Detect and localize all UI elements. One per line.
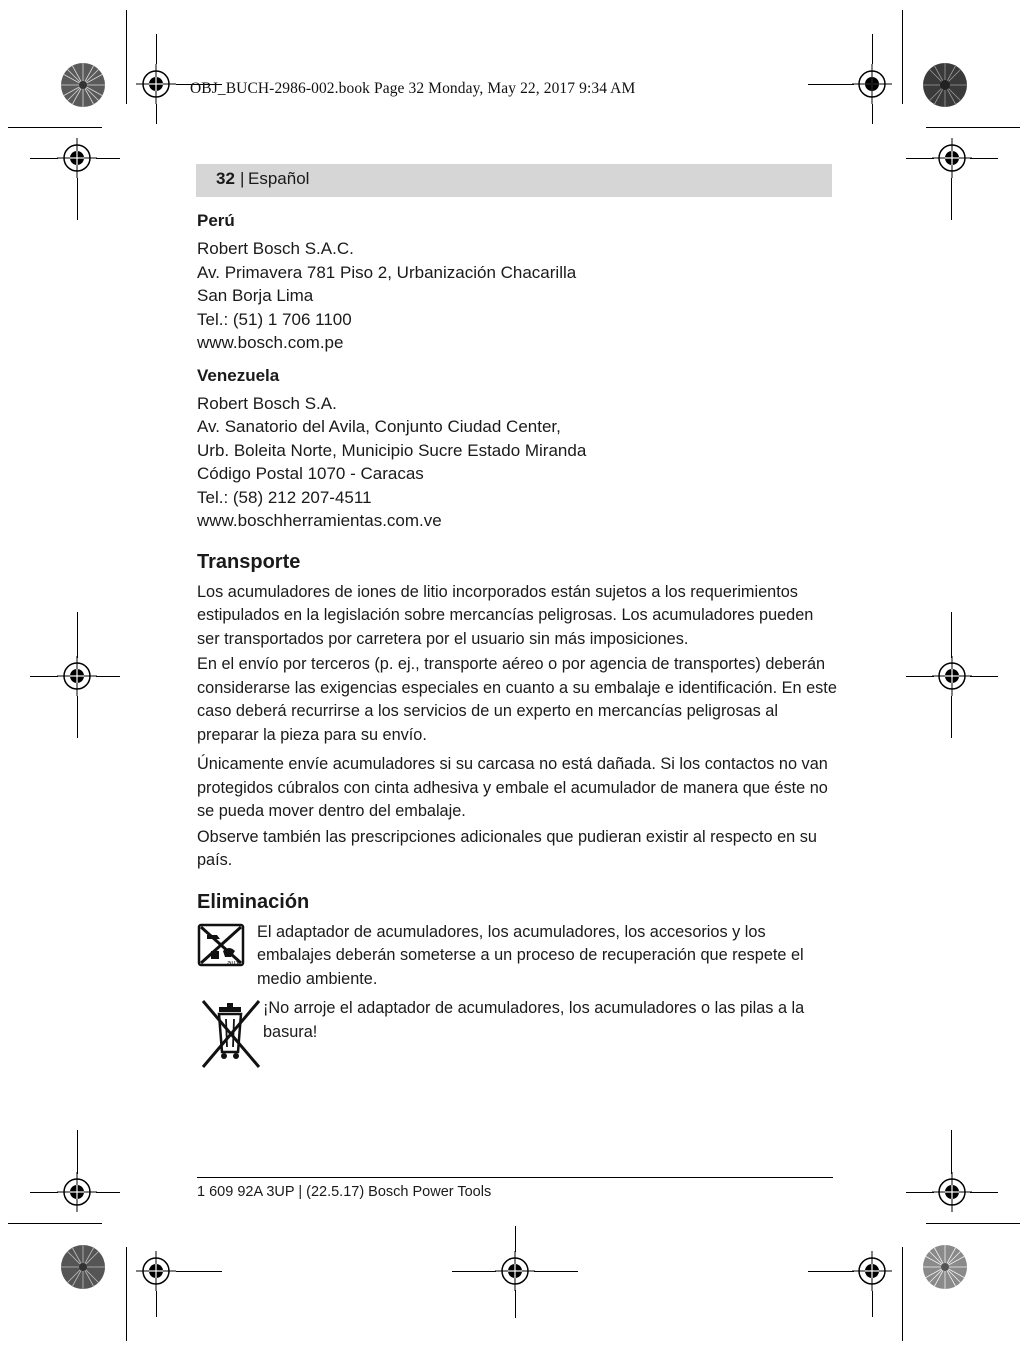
trim-line [951,1130,952,1174]
trim-line [515,1290,516,1318]
contact-block-peru [197,208,837,355]
address-line: Robert Bosch S.A. [197,393,337,413]
address [197,392,837,533]
trim-line [808,84,854,85]
print-job-line: OBJ_BUCH-2986-002.book Page 32 Monday, May 22, 2017 9:34 AM [190,80,636,97]
trim-line [77,1130,78,1174]
disposal-text: ¡No arroje el adaptador de acumuladores, los acumuladores o las pilas a la basura! [263,999,805,1041]
trim-line [926,1223,1020,1224]
trim-line [96,158,120,159]
country-heading: Perú [197,211,235,230]
density-rosette-icon [922,62,968,108]
registration-mark-icon [57,138,97,178]
trim-line [77,178,78,220]
trim-line [96,1192,120,1193]
disposal-item [197,921,837,992]
density-rosette-icon [60,1244,106,1290]
footer-rule [197,1177,833,1178]
trim-line [970,676,998,677]
trim-line [30,158,58,159]
address-line: Robert Bosch S.A.C. [197,239,354,258]
trim-line [126,1247,127,1341]
section-disposal [197,889,837,1075]
paragraph: Los acumuladores de iones de litio incorporados están sujetos a los requerimientos estipulados en la legislación sobre mercancías peligrosas. Los acumuladores pueden ser transportados por carretera por el usuario sin más imposiciones. [197,582,814,648]
trim-line [156,104,157,124]
svg-text:aux: aux [227,958,240,967]
trim-line [156,34,157,64]
paragraph: En el envío por terceros (p. ej., transporte aéreo o por agencia de transportes) deberán considerarse las exigencias especiales en cuanto a su embalaje e identificación. En este caso deberá recurrirse a los servicios de un experto en mercancías peligrosas al preparar la pieza para su envío. [197,655,837,744]
trim-line [126,10,127,104]
trim-line [452,1271,496,1272]
page-footer: 1 609 92A 3UP | (22.5.17) Bosch Power Tools [197,1184,492,1200]
address-line: www.bosch.com.pe [197,333,344,352]
address-line: Av. Primavera 781 Piso 2, Urbanización Chacarilla [197,262,577,282]
header-language: Español [248,169,310,188]
trim-line [902,1247,903,1341]
trim-line [951,696,952,738]
trim-line [96,676,120,677]
paragraph: Únicamente envíe acumuladores si su carcasa no está dañada. Si los contactos no van protegidos cúbralos con cinta adhesiva y embale el acumulador de manera que éste no se pueda mover dentro del embalaje. [197,755,828,820]
trim-line [872,104,873,124]
trim-line [8,1223,102,1224]
trim-line [30,1192,58,1193]
address-line: San Borja Lima [197,286,314,305]
trim-line [906,158,934,159]
section-title: Transporte [197,550,301,573]
registration-mark-icon [852,64,892,104]
registration-mark-icon [852,1251,892,1291]
address-line: www.boschherramientas.com.ve [197,511,442,530]
crossed-bin-icon [197,997,263,1074]
registration-mark-icon [57,1172,97,1212]
trim-line [176,1271,222,1272]
registration-mark-icon [932,656,972,696]
registration-mark-icon [932,138,972,178]
address-line: Urb. Boleita Norte, Municipio Sucre Estado Miranda [197,440,587,460]
trim-line [534,1271,578,1272]
header-separator: | [240,169,245,188]
registration-mark-icon [136,1251,176,1291]
trim-line [77,612,78,658]
contact-block-venezuela [197,363,837,533]
trim-line [970,158,998,159]
trim-line [77,696,78,738]
trim-line [872,1291,873,1317]
address-line: Av. Sanatorio del Avila, Conjunto Ciudad Center, [197,417,561,436]
trim-line [515,1226,516,1252]
page-content [197,208,837,1074]
registration-mark-icon [136,64,176,104]
disposal-text: El adaptador de acumuladores, los acumuladores, los accesorios y los embalajes deberán someterse a un proceso de recuperación que respete el medio ambiente. [257,922,804,988]
registration-mark-icon [932,1172,972,1212]
registration-mark-icon [57,656,97,696]
trim-line [808,1271,854,1272]
density-rosette-icon [922,1244,968,1290]
density-rosette-icon [60,62,106,108]
address [197,237,837,355]
registration-mark-icon [495,1251,535,1291]
address-line: Tel.: (58) 212 207-4511 [197,487,372,507]
section-transport [197,549,837,873]
trim-line [902,10,903,104]
page-number: 32 [216,169,235,188]
trim-line [906,1192,934,1193]
trim-line [951,178,952,220]
paragraph: Observe también las prescripciones adicionales que pudieran existir al respecto en su país. [197,827,817,869]
trim-line [906,676,934,677]
trim-line [156,1291,157,1317]
trim-line [970,1192,998,1193]
trim-line [951,612,952,658]
trim-line [8,127,102,128]
trim-line [30,676,58,677]
address-line: Código Postal 1070 - Caracas [197,464,424,483]
country-heading: Venezuela [197,365,280,385]
page-header [196,164,832,197]
address-line: Tel.: (51) 1 706 1100 [197,309,352,329]
recycling-tools-icon [197,921,257,974]
disposal-item [197,997,837,1074]
trim-line [872,34,873,64]
section-title: Eliminación [197,890,310,913]
trim-line [926,127,1020,128]
